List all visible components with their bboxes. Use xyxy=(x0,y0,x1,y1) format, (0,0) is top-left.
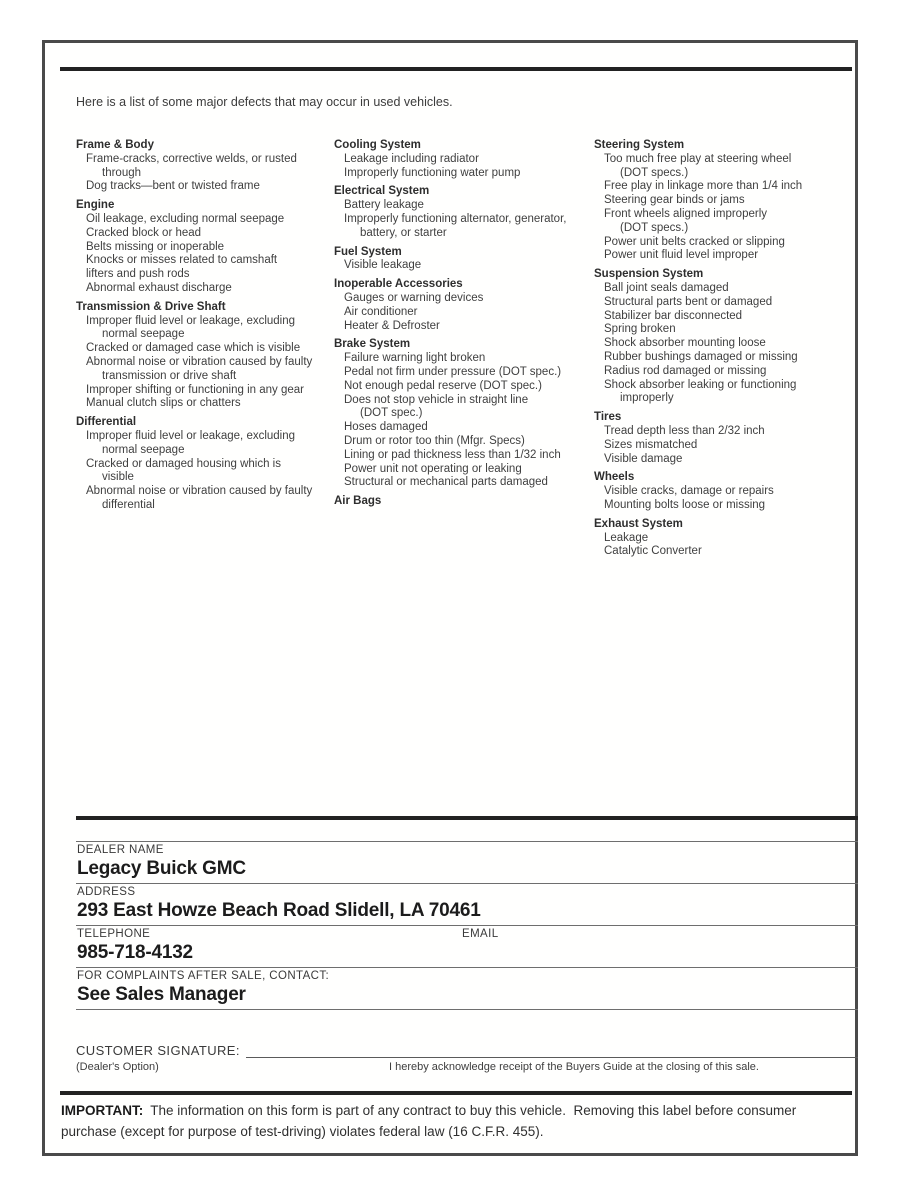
defect-item: Spring broken xyxy=(604,323,676,336)
defect-item: Drum or rotor too thin (Mfgr. Specs) xyxy=(344,434,525,447)
defect-item: Manual clutch slips or chatters xyxy=(86,397,241,410)
defect-item: Radius rod damaged or missing xyxy=(604,364,767,377)
defect-item: Power unit fluid level improper xyxy=(604,249,759,262)
signature-notes-row xyxy=(76,1061,858,1075)
signature-row xyxy=(76,1043,858,1058)
defect-item: Improper fluid level or leakage, excluding xyxy=(86,314,296,327)
defect-item: Sizes mismatched xyxy=(604,438,698,451)
defect-item: Does not stop vehicle in straight line xyxy=(344,393,529,406)
important-label: IMPORTANT: xyxy=(61,1103,144,1118)
dealer-field-row xyxy=(76,841,858,883)
important-text: The information on this form is part of any contract to buy this vehicle. Removing this label before consumer purchase (except for purpose of test-driving) violates federal law (16 C.F.R. 455). xyxy=(61,1103,801,1139)
field-labels xyxy=(77,844,858,856)
defect-item: Shock absorber leaking or functioning xyxy=(604,378,797,391)
defect-item: Failure warning light broken xyxy=(344,352,486,365)
defect-item: (DOT specs.) xyxy=(620,221,689,234)
dealer-section xyxy=(76,841,858,1010)
defect-item: Improperly functioning water pump xyxy=(344,166,521,179)
defect-item: Abnormal noise or vibration caused by faulty xyxy=(86,355,313,368)
field-value: See Sales Manager xyxy=(77,984,246,1005)
defect-item: Steering gear binds or jams xyxy=(604,194,745,207)
field-value: Legacy Buick GMC xyxy=(77,858,246,879)
defect-item: Power unit not operating or leaking xyxy=(344,462,522,475)
defect-section-title: Frame & Body xyxy=(76,139,154,151)
defect-item: (DOT specs.) xyxy=(620,166,689,179)
defect-columns xyxy=(76,139,858,559)
field-labels xyxy=(77,928,858,940)
defect-item: normal seepage xyxy=(102,443,185,456)
customer-signature-label: CUSTOMER SIGNATURE: xyxy=(76,1043,240,1058)
defect-item: Shock absorber mounting loose xyxy=(604,337,766,350)
defect-item: Pedal not firm under pressure (DOT spec.) xyxy=(344,365,562,378)
top-divider-rule xyxy=(60,67,852,71)
intro-text: Here is a list of some major defects that may occur in used vehicles. xyxy=(76,95,453,109)
dealer-option-note: (Dealer's Option) xyxy=(76,1061,159,1073)
defect-section-title: Suspension System xyxy=(594,268,704,281)
defect-item: Improper fluid level or leakage, excluding xyxy=(86,429,296,442)
field-label: TELEPHONE xyxy=(77,928,151,940)
defect-item: Ball joint seals damaged xyxy=(604,281,729,294)
field-label: FOR COMPLAINTS AFTER SALE, CONTACT: xyxy=(77,970,330,982)
defect-item: Structural parts bent or damaged xyxy=(604,295,773,308)
defect-section-title: Inoperable Accessories xyxy=(334,278,463,291)
defect-item: visible xyxy=(102,471,134,484)
defect-item: through xyxy=(102,166,142,179)
defect-item: Improperly functioning alternator, generator, xyxy=(344,212,567,225)
defect-item: battery, or starter xyxy=(360,226,447,239)
dealer-field-row xyxy=(76,883,858,925)
defect-section-title: Electrical System xyxy=(334,185,430,198)
dealer-divider-rule xyxy=(76,816,858,820)
field-label: DEALER NAME xyxy=(77,844,164,856)
defect-item: Belts missing or inoperable xyxy=(86,240,225,253)
dealer-field-row xyxy=(76,925,858,967)
defect-item: Free play in linkage more than 1/4 inch xyxy=(604,180,803,193)
defect-section-title: Wheels xyxy=(594,471,635,484)
defect-item: Tread depth less than 2/32 inch xyxy=(604,424,765,437)
defect-item: Front wheels aligned improperly xyxy=(604,207,767,220)
defect-item: Air conditioner xyxy=(344,305,418,318)
defect-section-title: Tires xyxy=(594,411,622,424)
defect-item: Visible leakage xyxy=(344,259,422,272)
field-labels xyxy=(77,970,858,982)
defect-item: Visible damage xyxy=(604,452,683,465)
defect-item: Heater & Defroster xyxy=(344,319,440,332)
defect-item: normal seepage xyxy=(102,328,185,341)
defect-item: (DOT spec.) xyxy=(360,407,423,420)
acknowledgment-text: I hereby acknowledge receipt of the Buyers Guide at the closing of this sale. xyxy=(389,1061,759,1073)
defect-section-title: Fuel System xyxy=(334,245,402,258)
defect-column-1 xyxy=(76,139,334,559)
defect-item: Leakage xyxy=(604,531,649,544)
defect-item: Too much free play at steering wheel xyxy=(604,152,792,165)
defect-item: Catalytic Converter xyxy=(604,545,702,558)
defect-item: Leakage including radiator xyxy=(344,152,479,165)
defect-item: Cracked or damaged housing which is xyxy=(86,457,281,470)
defect-section-title: Transmission & Drive Shaft xyxy=(76,300,226,313)
defect-section-title: Air Bags xyxy=(334,495,382,508)
field-value: 985-718-4132 xyxy=(77,942,193,963)
defect-item: Abnormal noise or vibration caused by faulty xyxy=(86,485,313,498)
defect-item: Improper shifting or functioning in any gear xyxy=(86,383,304,396)
defect-item: improperly xyxy=(620,392,674,405)
defect-column-3 xyxy=(594,139,858,559)
defect-item: Abnormal exhaust discharge xyxy=(86,281,232,294)
defect-item: Dog tracks—bent or twisted frame xyxy=(86,180,260,193)
dealer-fields xyxy=(76,841,858,1009)
defect-item: Frame-cracks, corrective welds, or rusted xyxy=(86,152,297,165)
defect-item: Not enough pedal reserve (DOT spec.) xyxy=(344,379,542,392)
defect-item: Gauges or warning devices xyxy=(344,291,484,304)
defect-item: transmission or drive shaft xyxy=(102,369,237,382)
dealer-field-row xyxy=(76,967,858,1009)
defect-item: lifters and push rods xyxy=(86,268,190,281)
defect-section-title: Cooling System xyxy=(334,139,421,151)
field-label: ADDRESS xyxy=(77,886,136,898)
signature-line xyxy=(246,1044,858,1058)
defect-item: Visible cracks, damage or repairs xyxy=(604,485,774,498)
defect-item: Hoses damaged xyxy=(344,421,428,434)
defect-item: Mounting bolts loose or missing xyxy=(604,498,766,511)
field-value: 293 East Howze Beach Road Slidell, LA 70461 xyxy=(77,900,481,921)
dealer-end-line xyxy=(76,1009,858,1010)
field-labels xyxy=(77,886,858,898)
defect-item: Lining or pad thickness less than 1/32 inch xyxy=(344,448,561,461)
defect-item: Structural or mechanical parts damaged xyxy=(344,476,548,489)
defect-item: Cracked or damaged case which is visible xyxy=(86,342,301,355)
defect-item: differential xyxy=(102,498,155,511)
defect-item: Knocks or misses related to camshaft xyxy=(86,254,278,267)
defect-section-title: Steering System xyxy=(594,139,685,151)
defect-item: Oil leakage, excluding normal seepage xyxy=(86,212,285,225)
defect-item: Cracked block or head xyxy=(86,226,202,239)
defect-section-title: Brake System xyxy=(334,338,411,351)
defect-item: Rubber bushings damaged or missing xyxy=(604,350,798,363)
defect-section-title: Differential xyxy=(76,416,137,429)
signature-section xyxy=(76,1043,858,1075)
footer-divider-rule xyxy=(60,1091,852,1095)
defect-item: Stabilizer bar disconnected xyxy=(604,309,743,322)
defect-section-title: Exhaust System xyxy=(594,517,683,530)
defect-item: Power unit belts cracked or slipping xyxy=(604,235,785,248)
important-notice xyxy=(61,1101,851,1143)
defect-section-title: Engine xyxy=(76,199,115,212)
defect-column-2 xyxy=(334,139,594,559)
field-label: EMAIL xyxy=(462,928,499,940)
page-frame xyxy=(42,40,858,1156)
defect-item: Battery leakage xyxy=(344,199,424,212)
